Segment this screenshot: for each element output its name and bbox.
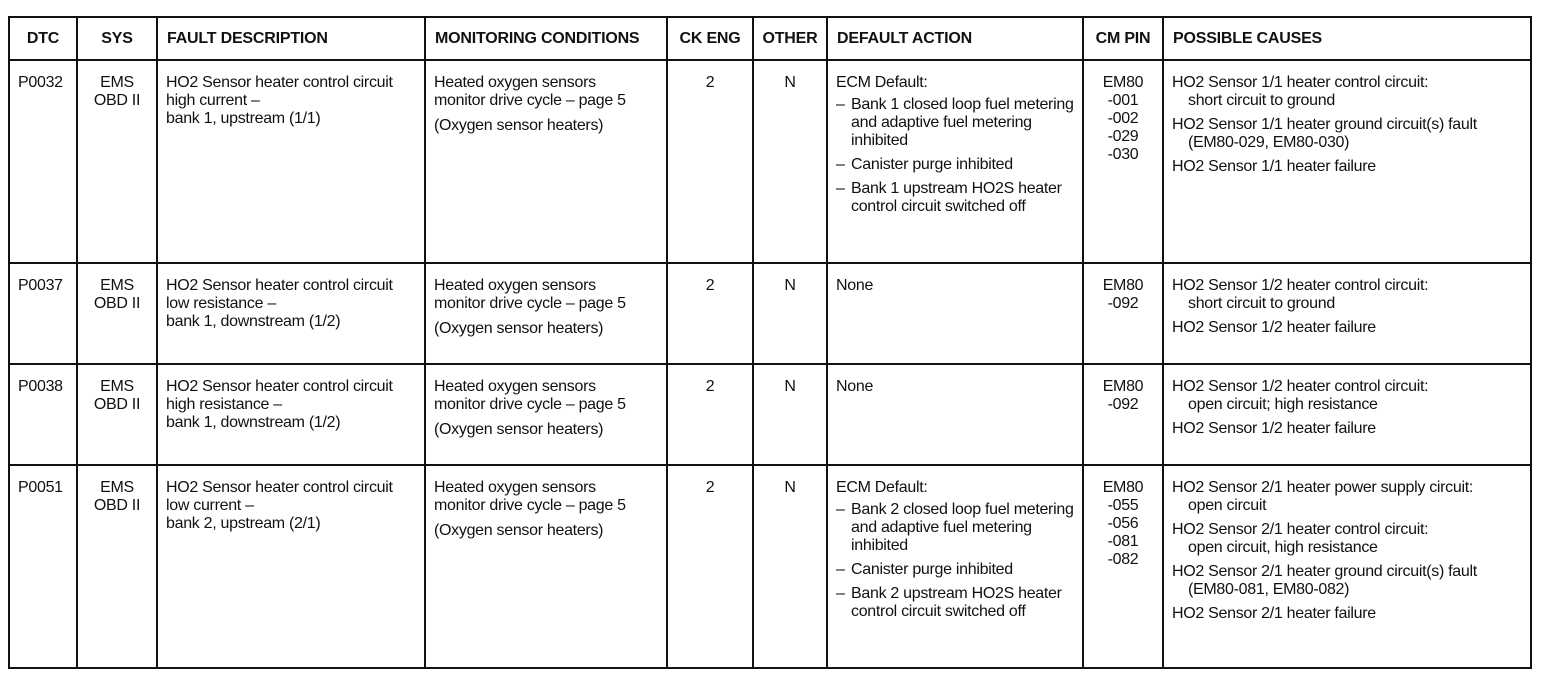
- sys-cell: [77, 60, 157, 263]
- monitoring-conditions-cell: [425, 263, 667, 364]
- possible-cause: [1172, 74, 1522, 110]
- possible-cause-head: HO2 Sensor 2/1 heater power supply circuit:: [1172, 479, 1474, 496]
- possible-causes-cell: [1163, 60, 1531, 263]
- fault-description-cell: [157, 465, 425, 668]
- possible-cause: [1172, 319, 1522, 337]
- dtc-code: P0038: [18, 378, 63, 395]
- other-value: N: [784, 74, 796, 91]
- possible-cause-head: HO2 Sensor 1/2 heater control circuit:: [1172, 277, 1429, 294]
- sys-label: EMS: [100, 378, 134, 395]
- ck-eng-value: 2: [705, 479, 715, 496]
- possible-cause: [1172, 158, 1522, 176]
- sys-cell: [77, 263, 157, 364]
- header-monitoring-conditions: MONITORING CONDITIONS: [425, 17, 667, 60]
- fault-line: bank 1, downstream (1/2): [166, 313, 341, 330]
- default-action-item: – Bank 2 closed loop fuel metering and adaptive fuel metering inhibited: [836, 501, 1074, 555]
- cm-pin-cell: [1083, 465, 1163, 668]
- header-possible-causes: POSSIBLE CAUSES: [1163, 17, 1531, 60]
- header-sys: SYS: [77, 17, 157, 60]
- monitoring-note: (Oxygen sensor heaters): [434, 421, 604, 438]
- cm-pin-value: EM80: [1102, 479, 1144, 496]
- cm-pin-value: -002: [1107, 110, 1139, 127]
- default-action-cell: [827, 263, 1083, 364]
- cm-pin-value: -029: [1107, 128, 1139, 145]
- cm-pin-value: -081: [1107, 533, 1139, 550]
- header-ck-eng: CK ENG: [667, 17, 753, 60]
- cm-pin-value: -092: [1107, 396, 1139, 413]
- monitoring-line: Heated oxygen sensors: [434, 479, 596, 496]
- monitoring-line: Heated oxygen sensors: [434, 74, 596, 91]
- possible-cause: [1172, 378, 1522, 414]
- header-fault-description: FAULT DESCRIPTION: [157, 17, 425, 60]
- possible-cause-head: HO2 Sensor 1/1 heater failure: [1172, 158, 1376, 175]
- possible-cause-head: HO2 Sensor 1/2 heater failure: [1172, 319, 1376, 336]
- fault-description-cell: [157, 263, 425, 364]
- monitoring-line: monitor drive cycle – page 5: [434, 497, 626, 514]
- possible-cause-head: HO2 Sensor 2/1 heater ground circuit(s) fault: [1172, 563, 1477, 580]
- fault-line: bank 1, downstream (1/2): [166, 414, 341, 431]
- monitoring-line: Heated oxygen sensors: [434, 277, 596, 294]
- ck-eng-value: 2: [705, 74, 715, 91]
- cm-pin-value: -001: [1107, 92, 1139, 109]
- cm-pin-value: EM80: [1102, 74, 1144, 91]
- ck-eng-value: 2: [705, 378, 715, 395]
- fault-line: HO2 Sensor heater control circuit: [166, 277, 393, 294]
- possible-cause-head: HO2 Sensor 1/2 heater failure: [1172, 420, 1376, 437]
- default-action-cell: [827, 364, 1083, 465]
- sys-label: EMS: [100, 277, 134, 294]
- monitoring-note: (Oxygen sensor heaters): [434, 320, 604, 337]
- fault-description-cell: [157, 364, 425, 465]
- default-action-title: ECM Default:: [836, 74, 928, 91]
- possible-cause-detail: open circuit: [1188, 497, 1267, 514]
- header-cm-pin: CM PIN: [1083, 17, 1163, 60]
- other-value: N: [784, 277, 796, 294]
- table-row: [9, 364, 1531, 465]
- sys-label: EMS: [100, 74, 134, 91]
- sys-cell: [77, 364, 157, 465]
- fault-line: low current –: [166, 497, 254, 514]
- fault-line: bank 2, upstream (2/1): [166, 515, 321, 532]
- monitoring-conditions-cell: [425, 364, 667, 465]
- possible-cause: [1172, 521, 1522, 557]
- possible-cause: [1172, 420, 1522, 438]
- table-row: [9, 60, 1531, 263]
- default-action-item: – Bank 2 upstream HO2S heater control circuit switched off: [836, 585, 1074, 621]
- cm-pin-cell: [1083, 60, 1163, 263]
- possible-cause: [1172, 605, 1522, 623]
- fault-description-cell: [157, 60, 425, 263]
- monitoring-conditions-cell: [425, 60, 667, 263]
- default-action-title: None: [836, 277, 874, 294]
- cm-pin-value: -055: [1107, 497, 1139, 514]
- possible-cause-detail: open circuit; high resistance: [1188, 396, 1378, 413]
- header-row: [9, 17, 1531, 60]
- cm-pin-value: -082: [1107, 551, 1139, 568]
- cm-pin-cell: [1083, 364, 1163, 465]
- monitoring-line: monitor drive cycle – page 5: [434, 92, 626, 109]
- fault-line: HO2 Sensor heater control circuit: [166, 74, 393, 91]
- possible-cause-detail: (EM80-029, EM80-030): [1188, 134, 1350, 151]
- cm-pin-value: EM80: [1102, 378, 1144, 395]
- possible-cause-head: HO2 Sensor 1/1 heater ground circuit(s) fault: [1172, 116, 1477, 133]
- monitoring-note: (Oxygen sensor heaters): [434, 522, 604, 539]
- monitoring-note: (Oxygen sensor heaters): [434, 117, 604, 134]
- dtc-code-cell: [9, 60, 77, 263]
- dtc-code-cell: [9, 465, 77, 668]
- header-other: OTHER: [753, 17, 827, 60]
- default-action-item: – Canister purge inhibited: [836, 561, 1074, 579]
- dtc-code-cell: [9, 263, 77, 364]
- monitoring-conditions-cell: [425, 465, 667, 668]
- header-dtc: DTC: [9, 17, 77, 60]
- default-action-title: None: [836, 378, 874, 395]
- sys-label: OBD II: [93, 497, 141, 514]
- default-action-cell: [827, 60, 1083, 263]
- cm-pin-cell: [1083, 263, 1163, 364]
- fault-line: HO2 Sensor heater control circuit: [166, 479, 393, 496]
- default-action-item: – Canister purge inhibited: [836, 156, 1074, 174]
- cm-pin-value: -030: [1107, 146, 1139, 163]
- default-action-title: ECM Default:: [836, 479, 928, 496]
- possible-cause: [1172, 563, 1522, 599]
- other-cell: [753, 263, 827, 364]
- other-value: N: [784, 479, 796, 496]
- ck-eng-cell: [667, 465, 753, 668]
- possible-cause-detail: open circuit, high resistance: [1188, 539, 1378, 556]
- ck-eng-cell: [667, 60, 753, 263]
- sys-cell: [77, 465, 157, 668]
- possible-cause-head: HO2 Sensor 2/1 heater failure: [1172, 605, 1376, 622]
- sys-label: OBD II: [93, 295, 141, 312]
- sys-label: EMS: [100, 479, 134, 496]
- cm-pin-value: EM80: [1102, 277, 1144, 294]
- possible-cause-detail: short circuit to ground: [1188, 295, 1335, 312]
- monitoring-line: monitor drive cycle – page 5: [434, 295, 626, 312]
- default-action-item: – Bank 1 upstream HO2S heater control circuit switched off: [836, 180, 1074, 216]
- default-action-list: [836, 96, 1074, 216]
- fault-line: high resistance –: [166, 396, 282, 413]
- dtc-table: [8, 16, 1532, 669]
- ck-eng-cell: [667, 263, 753, 364]
- default-action-item: – Bank 1 closed loop fuel metering and adaptive fuel metering inhibited: [836, 96, 1074, 150]
- possible-cause-detail: (EM80-081, EM80-082): [1188, 581, 1350, 598]
- possible-cause: [1172, 116, 1522, 152]
- monitoring-line: Heated oxygen sensors: [434, 378, 596, 395]
- dtc-code: P0051: [18, 479, 63, 496]
- possible-causes-cell: [1163, 364, 1531, 465]
- possible-cause-detail: short circuit to ground: [1188, 92, 1335, 109]
- possible-cause: [1172, 479, 1522, 515]
- dtc-code: P0032: [18, 74, 63, 91]
- ck-eng-cell: [667, 364, 753, 465]
- fault-line: high current –: [166, 92, 260, 109]
- possible-cause-head: HO2 Sensor 1/2 heater control circuit:: [1172, 378, 1429, 395]
- default-action-cell: [827, 465, 1083, 668]
- sys-label: OBD II: [93, 396, 141, 413]
- possible-cause: [1172, 277, 1522, 313]
- fault-line: HO2 Sensor heater control circuit: [166, 378, 393, 395]
- table-row: [9, 263, 1531, 364]
- possible-causes-cell: [1163, 263, 1531, 364]
- possible-cause-head: HO2 Sensor 2/1 heater control circuit:: [1172, 521, 1429, 538]
- table-row: [9, 465, 1531, 668]
- dtc-code-cell: [9, 364, 77, 465]
- other-cell: [753, 465, 827, 668]
- other-cell: [753, 60, 827, 263]
- dtc-code: P0037: [18, 277, 63, 294]
- header-default-action: DEFAULT ACTION: [827, 17, 1083, 60]
- fault-line: low resistance –: [166, 295, 276, 312]
- possible-causes-cell: [1163, 465, 1531, 668]
- fault-line: bank 1, upstream (1/1): [166, 110, 321, 127]
- other-value: N: [784, 378, 796, 395]
- other-cell: [753, 364, 827, 465]
- sys-label: OBD II: [93, 92, 141, 109]
- default-action-list: [836, 501, 1074, 621]
- ck-eng-value: 2: [705, 277, 715, 294]
- possible-cause-head: HO2 Sensor 1/1 heater control circuit:: [1172, 74, 1429, 91]
- monitoring-line: monitor drive cycle – page 5: [434, 396, 626, 413]
- cm-pin-value: -056: [1107, 515, 1139, 532]
- cm-pin-value: -092: [1107, 295, 1139, 312]
